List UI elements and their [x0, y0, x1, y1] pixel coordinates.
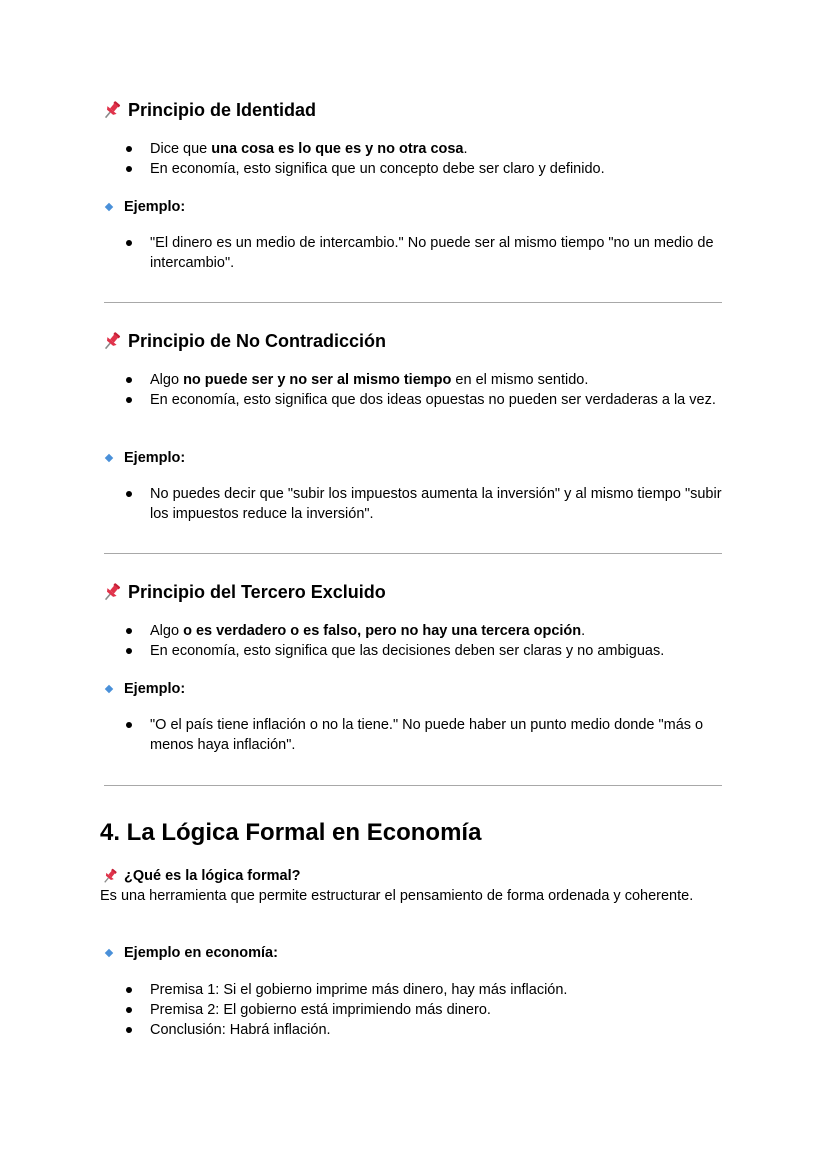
list-item: No puedes decir que "subir los impuestos aumenta la inversión" y al mismo tiempo "subir los impuestos reduce la inversión". — [124, 484, 734, 524]
list-item: Premisa 2: El gobierno está imprimiendo más dinero. — [124, 1000, 734, 1020]
section-heading-tercero-excluido — [100, 581, 386, 603]
example-list — [124, 484, 734, 524]
pushpin-icon — [100, 330, 124, 352]
example-list — [124, 233, 734, 273]
list-item: En economía, esto significa que las decisiones deben ser claras y no ambiguas. — [124, 641, 734, 661]
section-heading-identidad — [100, 99, 316, 121]
list-item: En economía, esto significa que dos ideas opuestas no pueden ser verdaderas a la vez. — [124, 390, 734, 410]
list-item: Conclusión: Habrá inflación. — [124, 1020, 734, 1040]
bullet-list — [124, 621, 734, 661]
divider — [104, 785, 722, 786]
pushpin-icon — [100, 99, 124, 121]
divider — [104, 302, 722, 303]
small-blue-diamond-icon — [105, 685, 113, 693]
answer-paragraph: Es una herramienta que permite estructurar el pensamiento de forma ordenada y coherente. — [100, 888, 694, 904]
example-label: Ejemplo: — [104, 197, 185, 217]
example-label: Ejemplo: — [104, 679, 185, 699]
question-heading: ¿Qué es la lógica formal? — [100, 866, 300, 886]
section-title: Principio de No Contradicción — [128, 331, 387, 351]
list-item: En economía, esto significa que un concepto debe ser claro y definido. — [124, 159, 734, 179]
section-title: Principio del Tercero Excluido — [128, 582, 386, 602]
small-blue-diamond-icon — [105, 949, 113, 957]
pushpin-icon — [100, 867, 120, 885]
list-item: Dice que una cosa es lo que es y no otra cosa. — [124, 139, 734, 159]
small-blue-diamond-icon — [105, 203, 113, 211]
list-item: "El dinero es un medio de intercambio." No puede ser al mismo tiempo "no un medio de intercambio". — [124, 233, 734, 273]
example-label: Ejemplo en economía: — [104, 943, 278, 963]
premise-list — [124, 980, 734, 1040]
chapter-heading: 4. La Lógica Formal en Economía — [100, 819, 482, 846]
bullet-list — [124, 370, 734, 410]
list-item: Premisa 1: Si el gobierno imprime más dinero, hay más inflación. — [124, 980, 734, 1000]
divider — [104, 553, 722, 554]
pushpin-icon — [100, 581, 124, 603]
section-heading-no-contradiccion — [100, 330, 386, 352]
list-item: Algo no puede ser y no ser al mismo tiempo en el mismo sentido. — [124, 370, 734, 390]
section-title: Principio de Identidad — [128, 100, 317, 120]
example-label: Ejemplo: — [104, 448, 185, 468]
small-blue-diamond-icon — [105, 454, 113, 462]
list-item: Algo o es verdadero o es falso, pero no hay una tercera opción. — [124, 621, 734, 641]
bullet-list — [124, 139, 734, 179]
example-list — [124, 715, 734, 755]
list-item: "O el país tiene inflación o no la tiene." No puede haber un punto medio donde "más o menos haya inflación". — [124, 715, 734, 755]
